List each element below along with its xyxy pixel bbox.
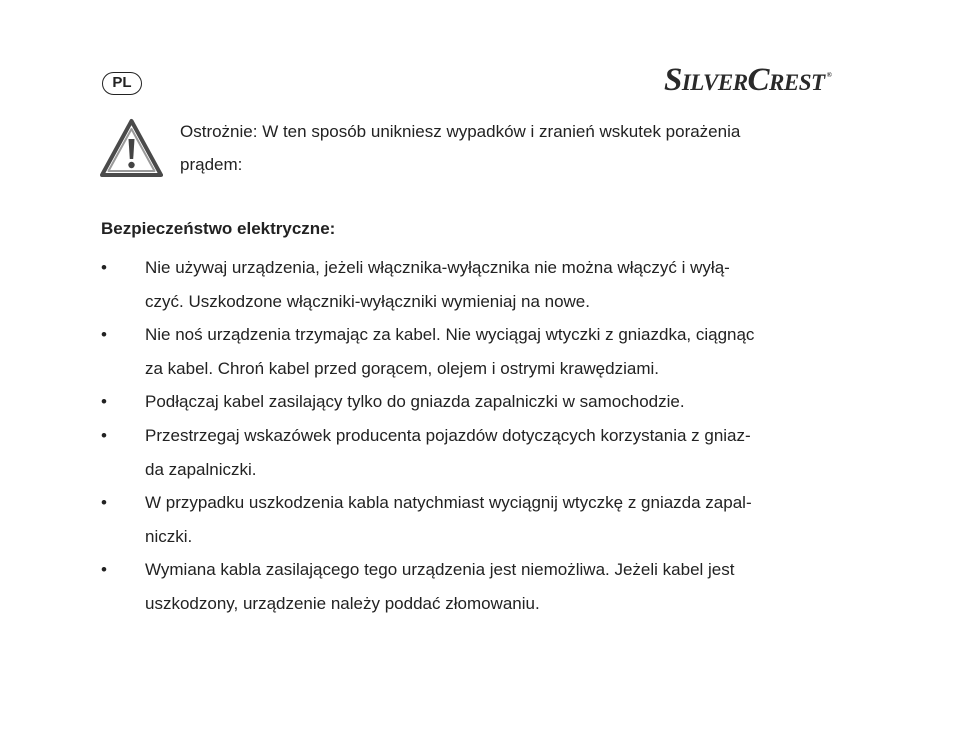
list-item-line: da zapalniczki. [145,459,257,479]
bullet-icon: • [101,392,107,412]
list-item-line: niczki. [145,526,193,546]
warning-triangle-icon [100,118,163,178]
list-item-line: Przestrzegaj wskazówek producenta pojazdów dotyczących korzystania z gniaz- [145,425,751,445]
list-item-line: za kabel. Chroń kabel przed gorącem, olejem i ostrymi krawędziami. [145,358,659,378]
safety-bullet-list [101,251,871,621]
list-item [101,251,871,318]
list-item [101,318,871,385]
language-badge: PL [102,72,142,95]
list-item-line: W przypadku uszkodzenia kabla natychmiast wyciągnij wtyczkę z gniazda zapal- [145,493,752,513]
list-item [101,385,871,419]
bullet-icon: • [101,560,107,580]
list-item-line: Podłączaj kabel zasilający tylko do gniazda zapalniczki w samochodzie. [145,392,685,412]
silvercrest-logo: SILVERCREST ® [664,62,832,98]
list-item-line: Nie używaj urządzenia, jeżeli włącznika-wyłącznika nie można włączyć i wyłą- [145,258,730,277]
list-item-line: czyć. Uszkodzone włączniki-wyłączniki wymieniaj na nowe. [145,291,590,311]
list-item [101,419,871,486]
bullet-icon: • [101,325,107,345]
caution-line: prądem: [180,155,243,174]
bullet-icon: • [101,493,107,513]
list-item-line: uszkodzony, urządzenie należy poddać złomowaniu. [145,593,540,613]
caution-line: Ostrożnie: W ten sposób unikniesz wypadków i zranień wskutek porażenia [180,122,741,141]
list-item-line: Wymiana kabla zasilającego tego urządzenia jest niemożliwa. Jeżeli kabel jest [145,560,735,580]
list-item [101,553,871,620]
section-title: Bezpieczeństwo elektryczne: [101,219,336,238]
bullet-icon: • [101,258,107,277]
caution-text [180,115,860,181]
list-item [101,486,871,553]
list-item-line: Nie noś urządzenia trzymając za kabel. Nie wyciągaj wtyczki z gniazdka, ciągnąc [145,325,755,345]
bullet-icon: • [101,425,107,445]
